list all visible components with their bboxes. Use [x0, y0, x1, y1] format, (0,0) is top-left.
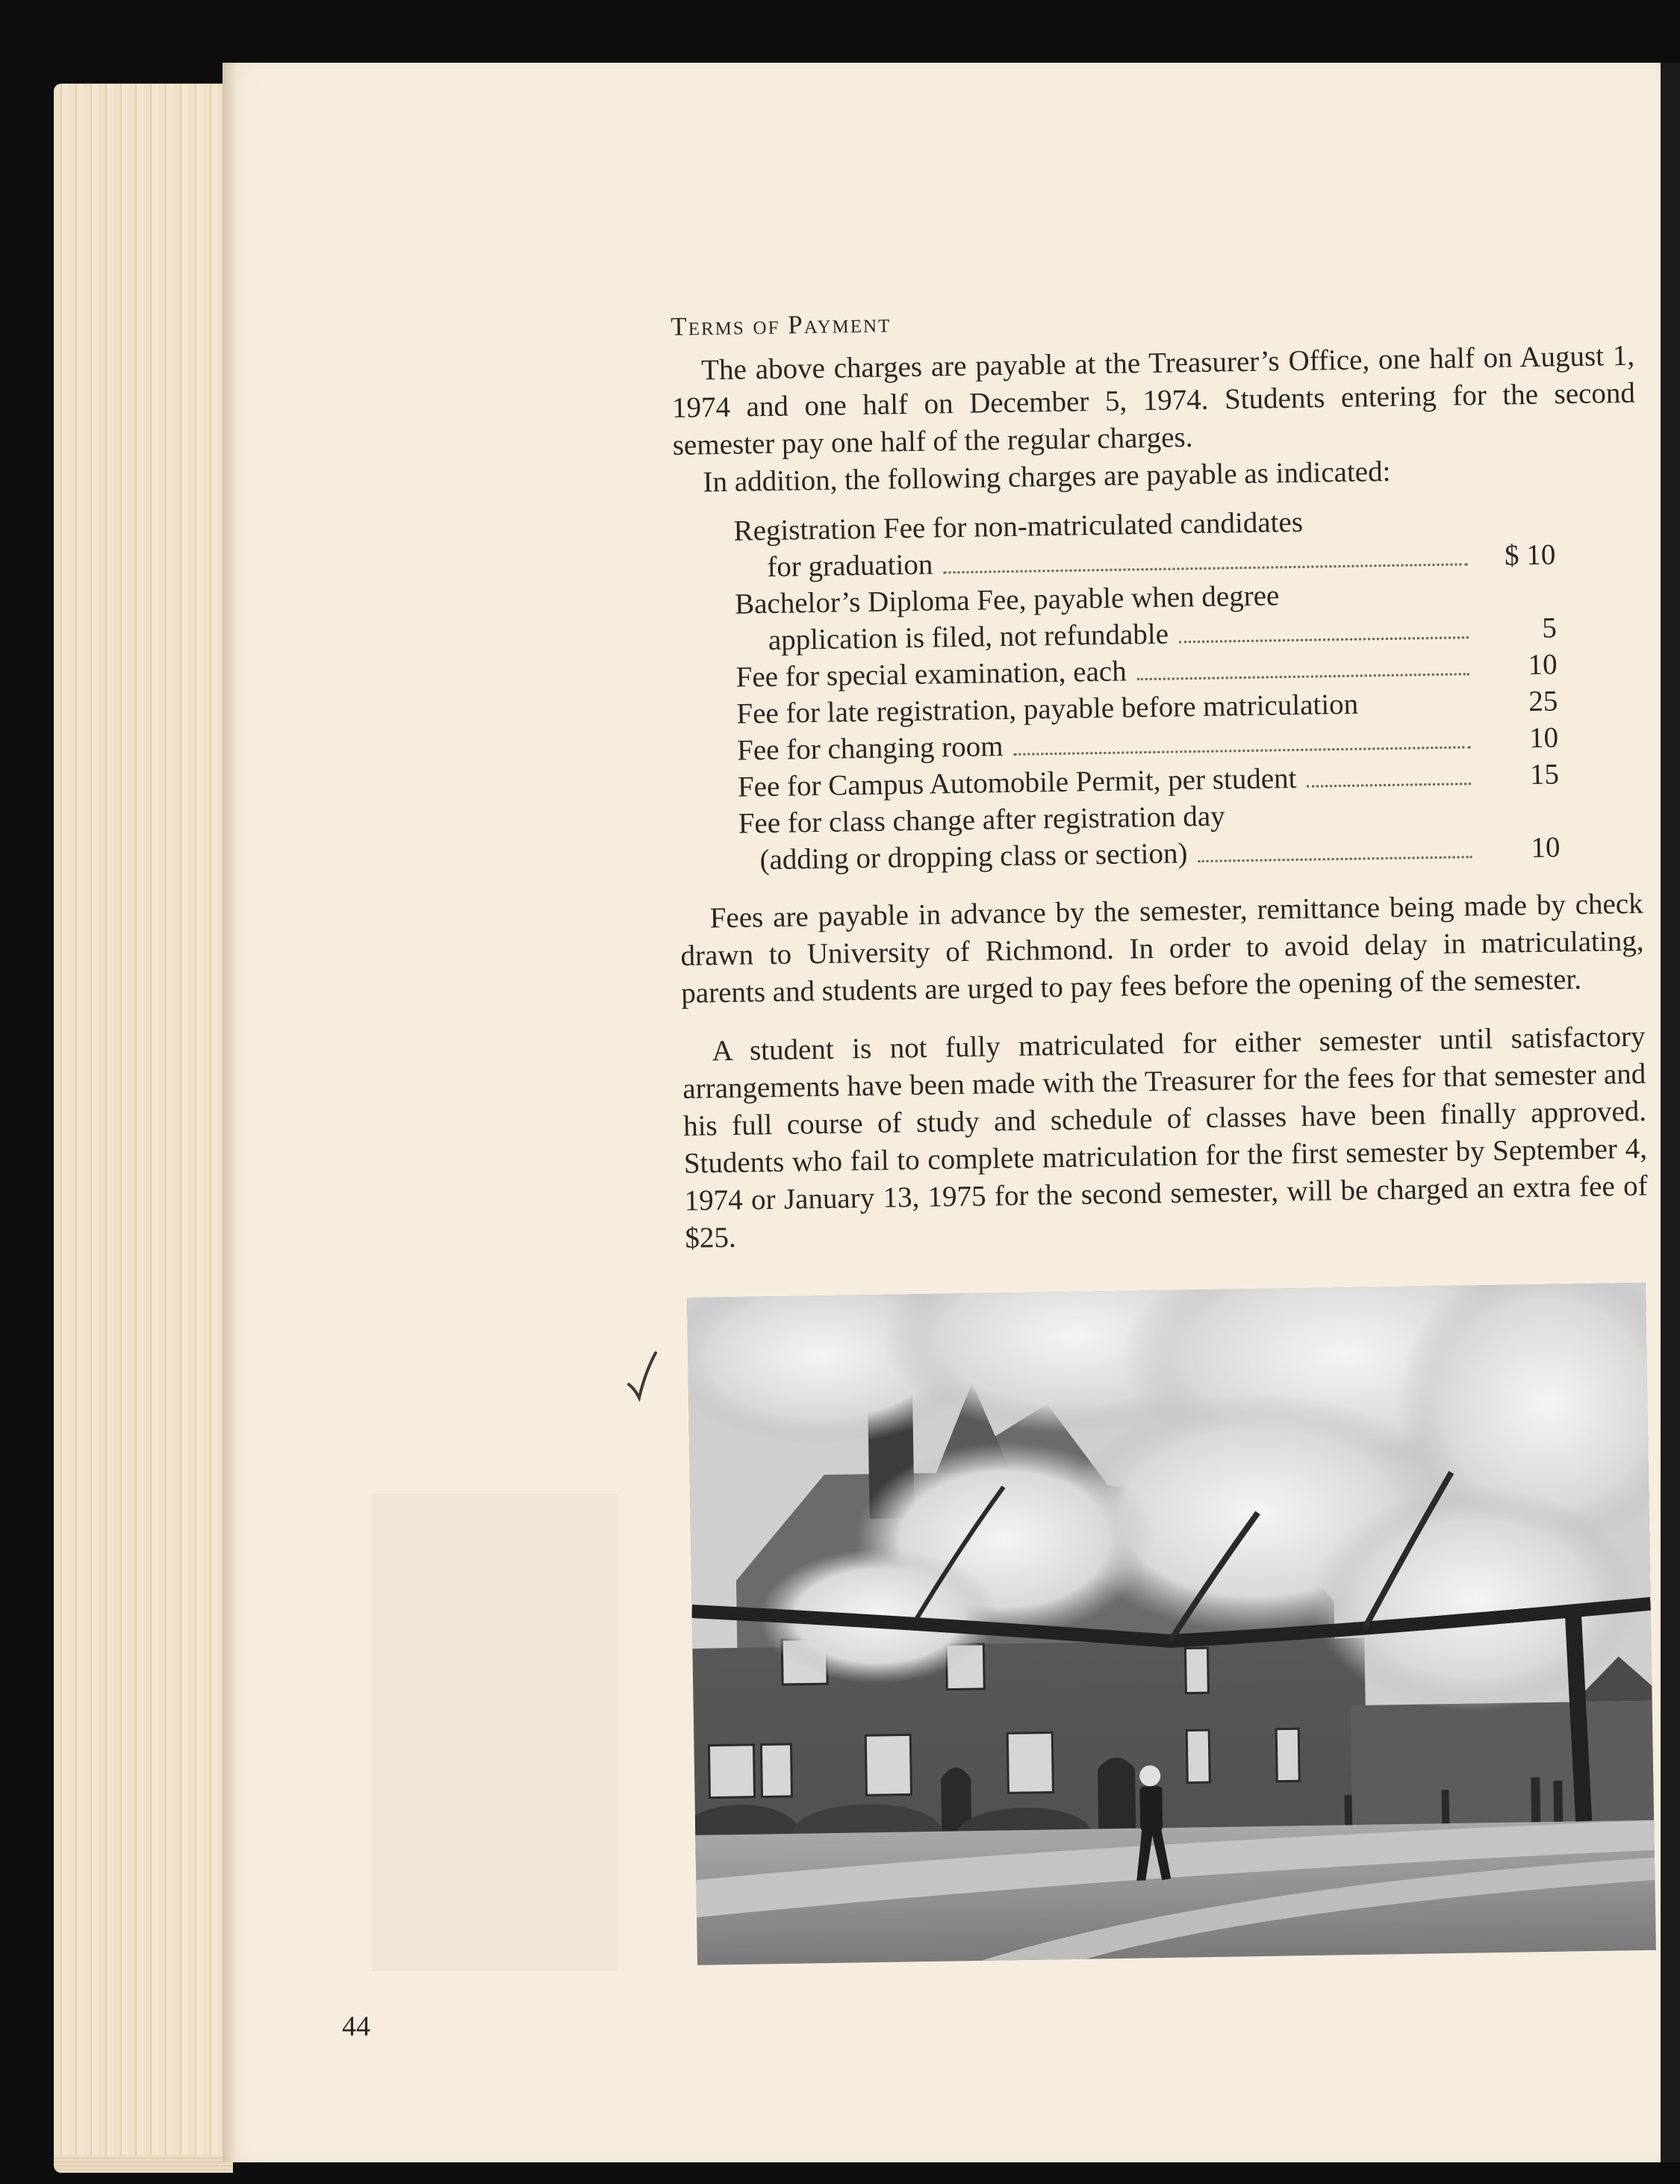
- fee-amount: 10: [1531, 831, 1561, 864]
- dot-leader: [1307, 783, 1472, 787]
- right-edge: [1661, 63, 1680, 2162]
- fee-description: Fee for Campus Automobile Permit, per student: [737, 762, 1297, 803]
- fee-description: for graduation: [767, 548, 933, 584]
- campus-photo: [687, 1283, 1656, 1965]
- fee-amount: 5: [1541, 612, 1558, 644]
- intro-paragraph: The above charges are payable at the Treasurer’s Office, one half on August 1, 1974 and one half on December 5, 1974. Students entering for the second semester pay one half of the regular charges.: [671, 339, 1636, 461]
- fee-amount: 10: [1528, 648, 1558, 682]
- page-content: [671, 297, 1649, 1257]
- fees-payable-paragraph: Fees are payable in advance by the semester, remittance being made by check drawn to University of Richmond. In order to avoid delay in matriculating, parents and students are urged to pay fees before the opening of the semester.: [680, 887, 1644, 1009]
- fee-amount: 25: [1528, 685, 1558, 718]
- handwritten-check-icon: [626, 1350, 659, 1402]
- fee-description: Bachelor’s Diploma Fee, payable when degree: [734, 579, 1280, 620]
- fee-list: [733, 500, 1561, 878]
- page-stack-edges: [54, 84, 233, 2167]
- fee-amount: 10: [1528, 721, 1559, 755]
- dot-leader: [944, 563, 1468, 573]
- fee-description: Fee for changing room: [736, 730, 1004, 767]
- fee-amount: 15: [1529, 758, 1560, 791]
- page-number: 44: [342, 2011, 370, 2042]
- dot-leader: [1179, 636, 1469, 643]
- dot-leader: [1198, 856, 1472, 862]
- spine-shadow: [223, 63, 237, 2162]
- faint-bleed-through: [372, 1493, 618, 1971]
- fee-description: Fee for late registration, payable before matriculation: [736, 688, 1359, 730]
- matriculation-paragraph: A student is not fully matriculated for either semester until satisfactory arrangements have been made with the Treasurer for the fees for that semester and his full course of study and schedule of classes have been finally approved. Students who fail to complete matriculation for the first semester by September 4, 1974 or January 13, 1975 for the second semester, will be charged an extra fee of $25.: [682, 1020, 1648, 1254]
- intro-paragraph-2: In addition, the following charges are payable as indicated:: [703, 455, 1391, 499]
- fee-description: Fee for special examination, each: [735, 655, 1127, 694]
- fee-description: Fee for class change after registration day: [738, 800, 1225, 840]
- campus-photo-illustration: [687, 1283, 1656, 1965]
- section-heading: Terms of Payment: [671, 308, 892, 341]
- fee-description: application is filed, not refundable: [768, 617, 1169, 656]
- dot-leader: [1137, 673, 1469, 680]
- fee-description: Registration Fee for non-matriculated candidates: [733, 505, 1304, 547]
- fee-amount: $ 10: [1504, 538, 1556, 572]
- dot-leader: [1014, 746, 1471, 756]
- fee-description: (adding or dropping class or section): [759, 837, 1188, 877]
